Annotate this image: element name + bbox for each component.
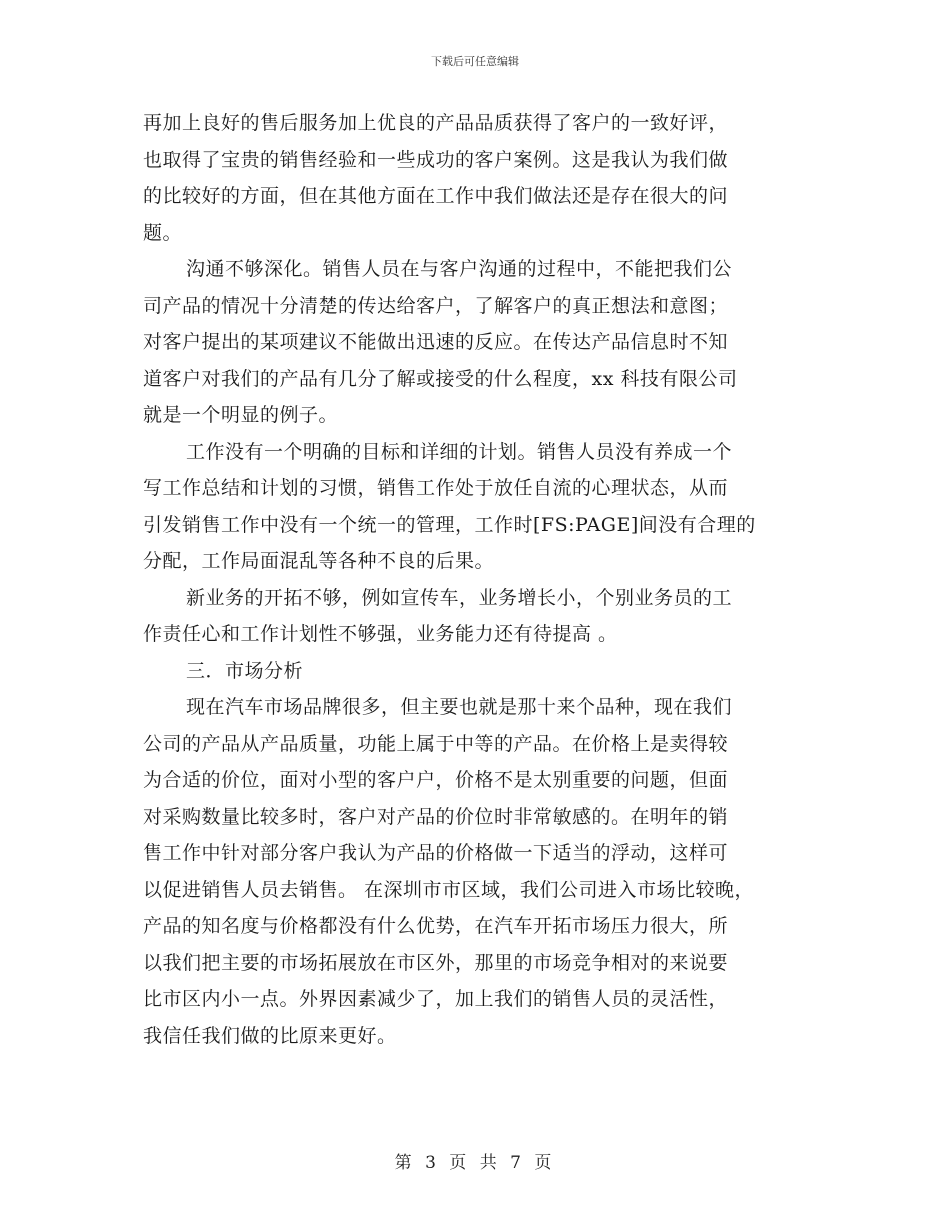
section-heading-text: 三．市场分析 bbox=[186, 659, 304, 682]
text-line: 比市区内小一点。外界因素减少了，加上我们的销售人员的灵活性， bbox=[143, 988, 729, 1010]
text-line: 的比较好的方面，但在其他方面在工作中我们做法还是存在很大的问 bbox=[143, 185, 729, 207]
text-line: 售工作中针对部分客户我认为产品的价格做一下适当的浮动，这样可 bbox=[143, 842, 729, 864]
text-line: 现在汽车市场品牌很多，但主要也就是那十来个品种，现在我们 bbox=[186, 696, 733, 718]
text-line: 司产品的情况十分清楚的传达给客户，了解客户的真正想法和意图； bbox=[143, 294, 729, 317]
text-line: 新业务的开拓不够，例如宣传车，业务增长小，个别业务员的工 bbox=[186, 586, 733, 609]
text-line: 产品的知名度与价格都没有什么优势，在汽车开拓市场压力很大，所 bbox=[143, 915, 729, 937]
text-line: 作责任心和工作计划性不够强，业务能力还有待提高 。 bbox=[143, 623, 618, 645]
text-line: 也取得了宝贵的销售经验和一些成功的客户案例。这是我认为我们做 bbox=[143, 148, 729, 171]
text-line: 再加上良好的售后服务加上优良的产品品质获得了客户的一致好评， bbox=[143, 112, 729, 134]
text-line: 沟通不够深化。销售人员在与客户沟通的过程中，不能把我们公 bbox=[186, 258, 733, 280]
text-line: 对客户提出的某项建议不能做出迅速的反应。在传达产品信息时不知 bbox=[143, 331, 729, 353]
text-line: 工作没有一个明确的目标和详细的计划。销售人员没有养成一个 bbox=[186, 440, 733, 463]
text-line: 以促进销售人员去销售。 在深圳市市区域，我们公司进入市场比较晚， bbox=[143, 878, 755, 901]
paragraph bbox=[143, 689, 808, 1054]
paragraph bbox=[143, 105, 808, 251]
paragraph bbox=[143, 580, 808, 653]
text-line: 写工作总结和计划的习惯，销售工作处于放任自流的心理状态，从而 bbox=[143, 477, 729, 499]
text-line: 引发销售工作中没有一个统一的管理，工作时[FS:PAGE]间没有合理的 bbox=[143, 513, 756, 536]
text-line: 分配，工作局面混乱等各种不良的后果。 bbox=[143, 550, 495, 572]
text-line: 对采购数量比较多时，客户对产品的价位时非常敏感的。在明年的销 bbox=[143, 805, 729, 828]
page-number-footer: 第 3 页 共 7 页 bbox=[394, 1153, 556, 1173]
text-line: 公司的产品从产品质量，功能上属于中等的产品。在价格上是卖得较 bbox=[143, 732, 729, 755]
section-heading bbox=[143, 653, 808, 690]
header-note: 下载后可任意编辑 bbox=[431, 55, 519, 68]
body-text bbox=[143, 105, 808, 1054]
text-line: 题。 bbox=[143, 221, 183, 244]
text-line: 以我们把主要的市场拓展放在市区外，那里的市场竞争相对的来说要 bbox=[143, 951, 729, 974]
text-line: 为合适的价位，面对小型的客户户，价格不是太别重要的问题，但面 bbox=[143, 769, 729, 791]
text-line: 我信任我们做的比原来更好。 bbox=[143, 1024, 397, 1047]
paragraph bbox=[143, 251, 808, 434]
paragraph bbox=[143, 434, 808, 580]
text-line: 就是一个明显的例子。 bbox=[143, 404, 339, 426]
text-line: 道客户对我们的产品有几分了解或接受的什么程度，xx 科技有限公司 bbox=[143, 367, 738, 390]
